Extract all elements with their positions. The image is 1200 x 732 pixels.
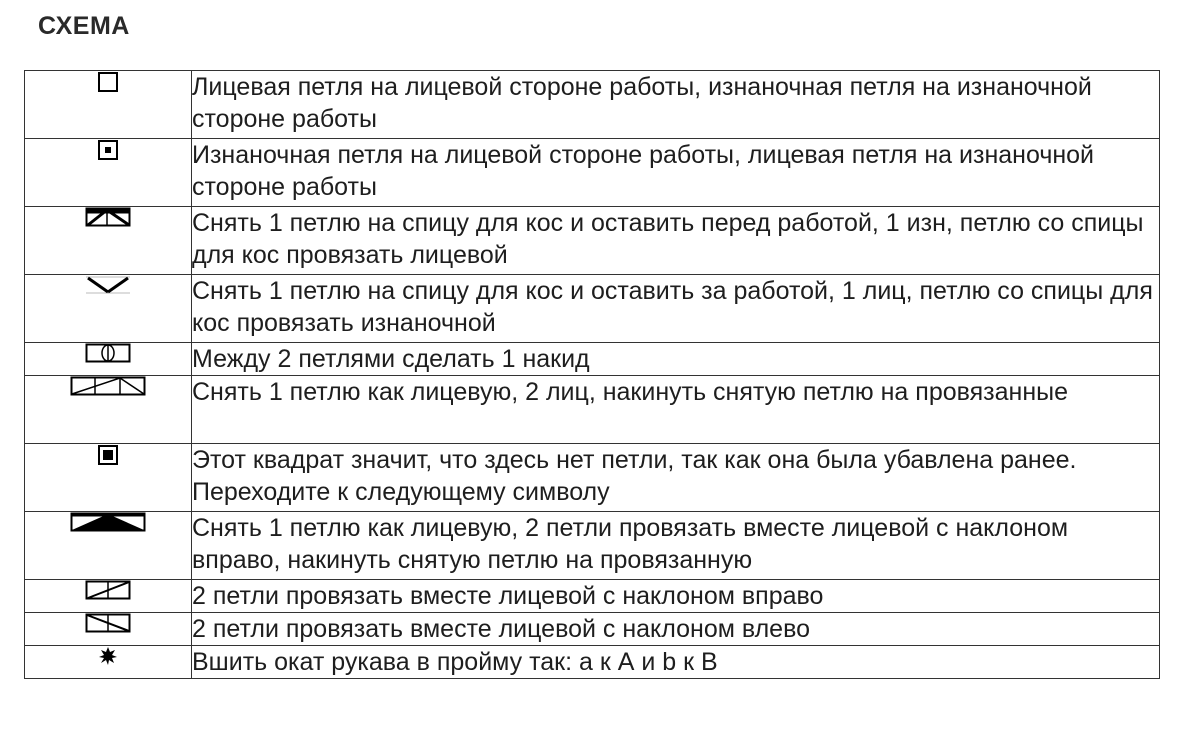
dot-square-icon (97, 139, 119, 161)
k2tog-right-icon (85, 580, 131, 600)
cable-front-icon (85, 207, 131, 227)
yarn-over-icon (85, 343, 131, 363)
symbol-cell (25, 646, 192, 679)
page-title: СХЕМА (38, 12, 130, 40)
symbol-cell (25, 139, 192, 207)
description-cell: Между 2 петлями сделать 1 накид (192, 343, 1160, 376)
symbol-cell (25, 275, 192, 343)
double-decrease-icon (70, 512, 146, 532)
symbol-cell (25, 580, 192, 613)
symbol-cell (25, 376, 192, 444)
description-cell: Снять 1 петлю как лицевую, 2 петли провязать вместе лицевой с наклоном вправо, накинуть снятую петлю на провязанную (192, 512, 1160, 580)
table-row (25, 207, 1160, 275)
table-row (25, 613, 1160, 646)
cable-back-icon (85, 275, 131, 295)
description-cell: Лицевая петля на лицевой стороне работы, изнаночная петля на изнаночной стороне работы (192, 71, 1160, 139)
description-cell: Снять 1 петлю на спицу для кос и оставить перед работой, 1 изн, петлю со спицы для кос провязать лицевой (192, 207, 1160, 275)
symbol-cell (25, 343, 192, 376)
symbol-cell (25, 71, 192, 139)
table-row (25, 512, 1160, 580)
description-cell: 2 петли провязать вместе лицевой с наклоном вправо (192, 580, 1160, 613)
description-cell: Снять 1 петлю как лицевую, 2 лиц, накинуть снятую петлю на провязанные (192, 376, 1160, 444)
description-cell: Снять 1 петлю на спицу для кос и оставить за работой, 1 лиц, петлю со спицы для кос провязать изнаночной (192, 275, 1160, 343)
table-row (25, 343, 1160, 376)
description-cell: Вшить окат рукава в пройму так: а к А и b к В (192, 646, 1160, 679)
table-row (25, 275, 1160, 343)
no-stitch-icon (97, 444, 119, 466)
symbol-cell (25, 444, 192, 512)
symbol-cell (25, 512, 192, 580)
slip-decrease-icon (70, 376, 146, 396)
symbol-cell (25, 207, 192, 275)
table-row (25, 444, 1160, 512)
k2tog-left-icon (85, 613, 131, 633)
description-cell: Этот квадрат значит, что здесь нет петли, так как она была убавлена ранее. Переходите к следующему символу (192, 444, 1160, 512)
star-icon (98, 646, 118, 666)
empty-square-icon (97, 71, 119, 93)
table-row (25, 71, 1160, 139)
table-row (25, 580, 1160, 613)
description-cell: 2 петли провязать вместе лицевой с наклоном влево (192, 613, 1160, 646)
table-row (25, 139, 1160, 207)
symbol-cell (25, 613, 192, 646)
table-row (25, 646, 1160, 679)
description-cell: Изнаночная петля на лицевой стороне работы, лицевая петля на изнаночной стороне работы (192, 139, 1160, 207)
table-row (25, 376, 1160, 444)
legend-table (24, 70, 1160, 679)
